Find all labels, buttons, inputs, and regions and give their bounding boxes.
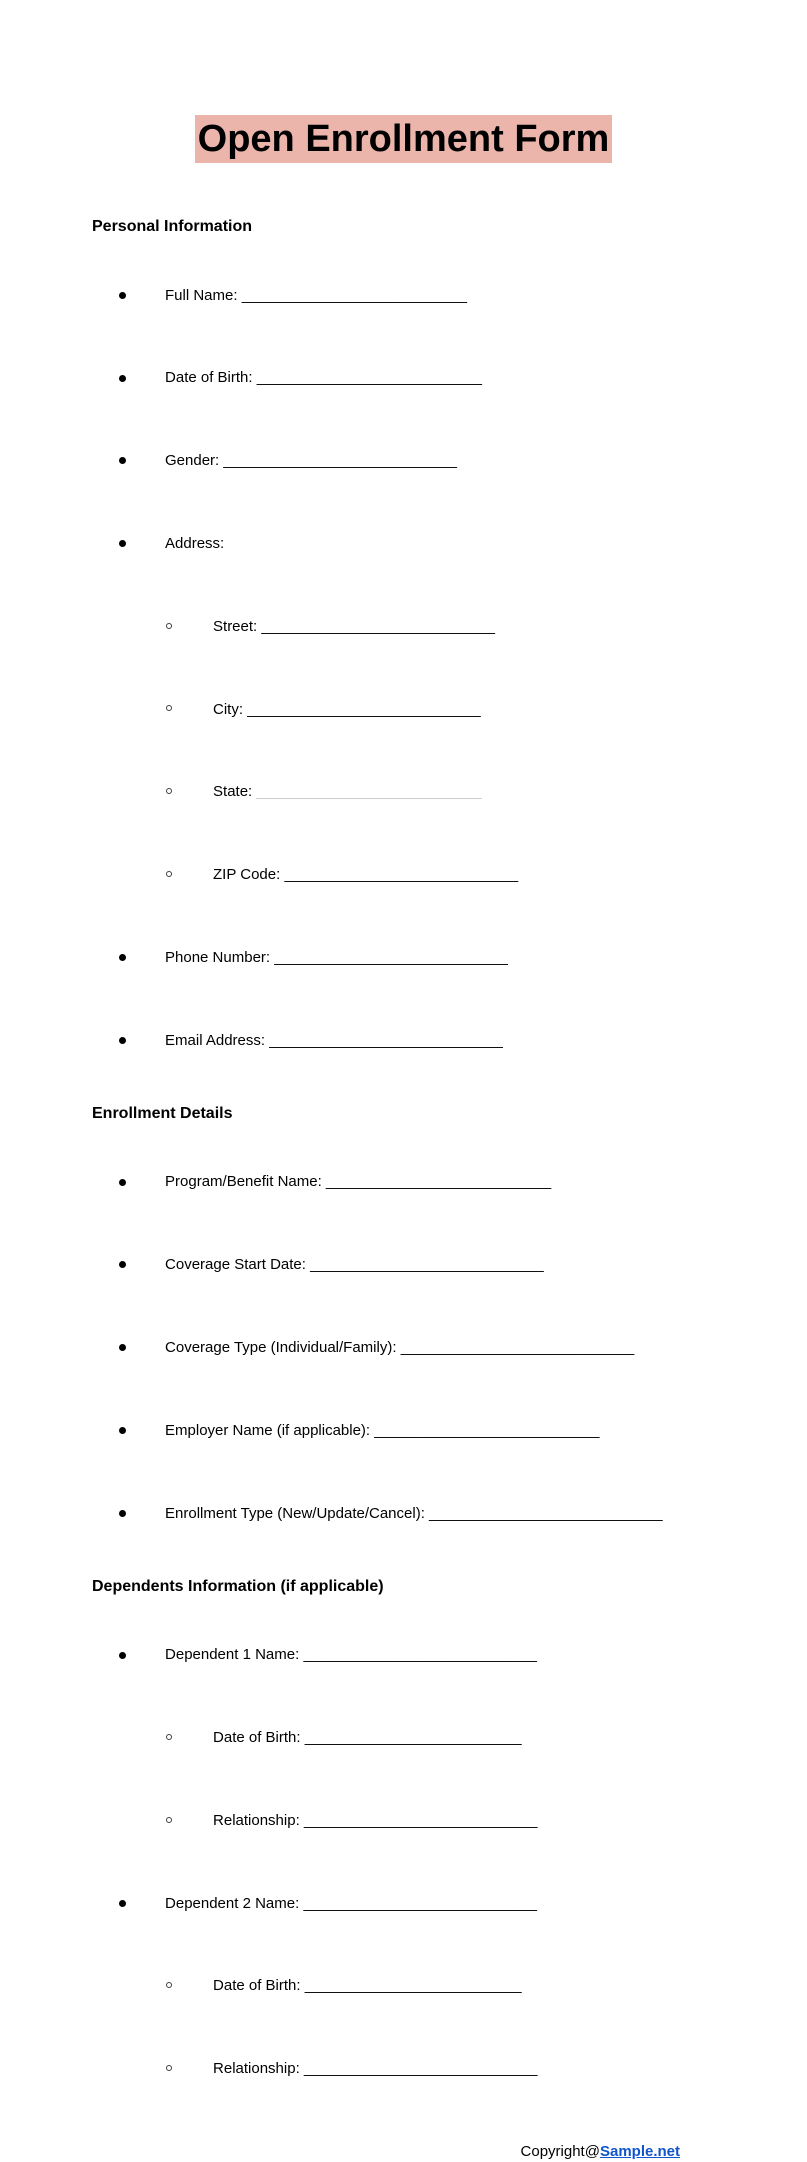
date-of-birth-blank-line: ___________________________ <box>256 369 482 387</box>
street-label: Street: <box>213 617 262 635</box>
date-of-birth-label: Date of Birth: <box>165 369 257 387</box>
phone-number-blank-line: ____________________________ <box>274 948 508 966</box>
bullet-icon <box>119 954 126 961</box>
city-label: City: <box>213 700 248 718</box>
dependent-1-date-of-birth-label: Date of Birth: <box>213 1729 305 1747</box>
bullet-icon <box>119 1179 126 1186</box>
bullet-icon <box>119 1900 126 1907</box>
dependent-1-relationship-label: Relationship: <box>213 1811 304 1829</box>
list-item-coverage-type <box>0 1306 807 1389</box>
city-blank-line: ____________________________ <box>247 700 481 718</box>
list-item-state <box>0 751 807 834</box>
enrollment-type-blank-line: ____________________________ <box>429 1504 663 1522</box>
dependent-1-relationship-blank-line: ____________________________ <box>303 1811 538 1829</box>
list-item-email-address <box>0 999 807 1082</box>
phone-number-label: Phone Number: <box>165 948 275 966</box>
list-item-zip-code <box>0 833 807 916</box>
employer-name-blank-line: ___________________________ <box>374 1421 600 1439</box>
list-item-dependent-2-name <box>0 1862 807 1945</box>
circle-bullet-icon <box>166 871 172 877</box>
full-name-blank-line: ___________________________ <box>241 286 467 304</box>
address-label: Address: <box>165 534 225 552</box>
list-item-dependent-2-date-of-birth <box>0 1945 807 2028</box>
list-item-city <box>0 668 807 751</box>
enrollment-details-list <box>0 1141 807 1555</box>
circle-bullet-icon <box>166 623 172 629</box>
list-item-address <box>0 502 807 585</box>
dependent-2-name-label: Dependent 2 Name: <box>165 1894 304 1912</box>
program-benefit-name-blank-line: ___________________________ <box>325 1173 552 1191</box>
list-item-employer-name <box>0 1389 807 1472</box>
list-item-dependent-1-relationship <box>0 1779 807 1862</box>
section-heading-personal-information: Personal Information <box>92 218 253 235</box>
list-item-dependent-1-name <box>0 1614 807 1697</box>
full-name-label: Full Name: <box>165 286 242 304</box>
sample-net-link[interactable]: Sample.net <box>599 2143 680 2161</box>
program-benefit-name-label: Program/Benefit Name: <box>165 1173 326 1191</box>
bullet-icon <box>119 1427 126 1434</box>
gender-label: Gender: <box>165 452 224 470</box>
section-heading-enrollment-details: Enrollment Details <box>92 1104 233 1122</box>
bullet-icon <box>119 1652 126 1659</box>
dependent-2-date-of-birth-label: Date of Birth: <box>213 1977 305 1995</box>
list-item-enrollment-type <box>0 1472 807 1555</box>
zip-code-label: ZIP Code: <box>213 866 285 884</box>
bullet-icon <box>119 540 126 547</box>
circle-bullet-icon <box>166 705 172 711</box>
circle-bullet-icon <box>166 1982 172 1988</box>
circle-bullet-icon <box>166 788 172 794</box>
zip-code-blank-line: ____________________________ <box>284 866 519 884</box>
coverage-start-date-blank-line: ____________________________ <box>310 1256 544 1274</box>
bullet-icon <box>119 1037 126 1044</box>
dependent-2-date-of-birth-blank-line: __________________________ <box>304 1977 522 1995</box>
list-item-dependent-1-date-of-birth <box>0 1697 807 1780</box>
bullet-icon <box>119 457 126 464</box>
bullet-icon <box>119 1510 126 1517</box>
dependents-information-list <box>0 1614 807 2111</box>
dependent-2-relationship-label: Relationship: <box>213 2060 304 2078</box>
dependent-2-name-blank-line: ____________________________ <box>303 1894 538 1912</box>
circle-bullet-icon <box>166 1734 172 1740</box>
personal-information-list <box>0 254 807 1082</box>
circle-bullet-icon <box>166 1817 172 1823</box>
list-item-full-name <box>0 254 807 337</box>
dependent-1-name-label: Dependent 1 Name: <box>165 1646 304 1664</box>
gender-blank-line: ____________________________ <box>223 452 457 470</box>
section-heading-dependents-information: Dependents Information (if applicable) <box>92 1577 384 1595</box>
list-item-dependent-2-relationship <box>0 2028 807 2111</box>
list-item-date-of-birth <box>0 337 807 420</box>
list-item-program-benefit-name <box>0 1141 807 1224</box>
coverage-type-blank-line: ____________________________ <box>400 1338 635 1356</box>
dependent-2-relationship-blank-line: ____________________________ <box>303 2060 538 2078</box>
list-item-coverage-start-date <box>0 1224 807 1307</box>
document-title-text: Open Enrollment Form <box>195 115 613 163</box>
circle-bullet-icon <box>166 2065 172 2071</box>
document-title <box>0 0 807 163</box>
email-address-label: Email Address: <box>165 1031 270 1049</box>
enrollment-type-label: Enrollment Type (New/Update/Cancel): <box>165 1504 430 1522</box>
list-item-phone-number <box>0 916 807 999</box>
coverage-start-date-label: Coverage Start Date: <box>165 1256 311 1274</box>
state-label: State: <box>213 783 257 801</box>
copyright-text: Copyright@ <box>520 2143 600 2161</box>
bullet-icon <box>119 375 126 382</box>
email-address-blank-line: ____________________________ <box>269 1031 503 1049</box>
bullet-icon <box>119 1344 126 1351</box>
list-item-street <box>0 585 807 668</box>
dependent-1-date-of-birth-blank-line: __________________________ <box>304 1729 522 1747</box>
dependent-1-name-blank-line: ____________________________ <box>303 1646 538 1664</box>
bullet-icon <box>119 292 126 299</box>
footer <box>0 2142 807 2162</box>
coverage-type-label: Coverage Type (Individual/Family): <box>165 1338 401 1356</box>
street-blank-line: ____________________________ <box>261 617 495 635</box>
state-blank-line: ___________________________ <box>256 783 482 801</box>
list-item-gender <box>0 420 807 503</box>
employer-name-label: Employer Name (if applicable): <box>165 1421 375 1439</box>
bullet-icon <box>119 1261 126 1268</box>
